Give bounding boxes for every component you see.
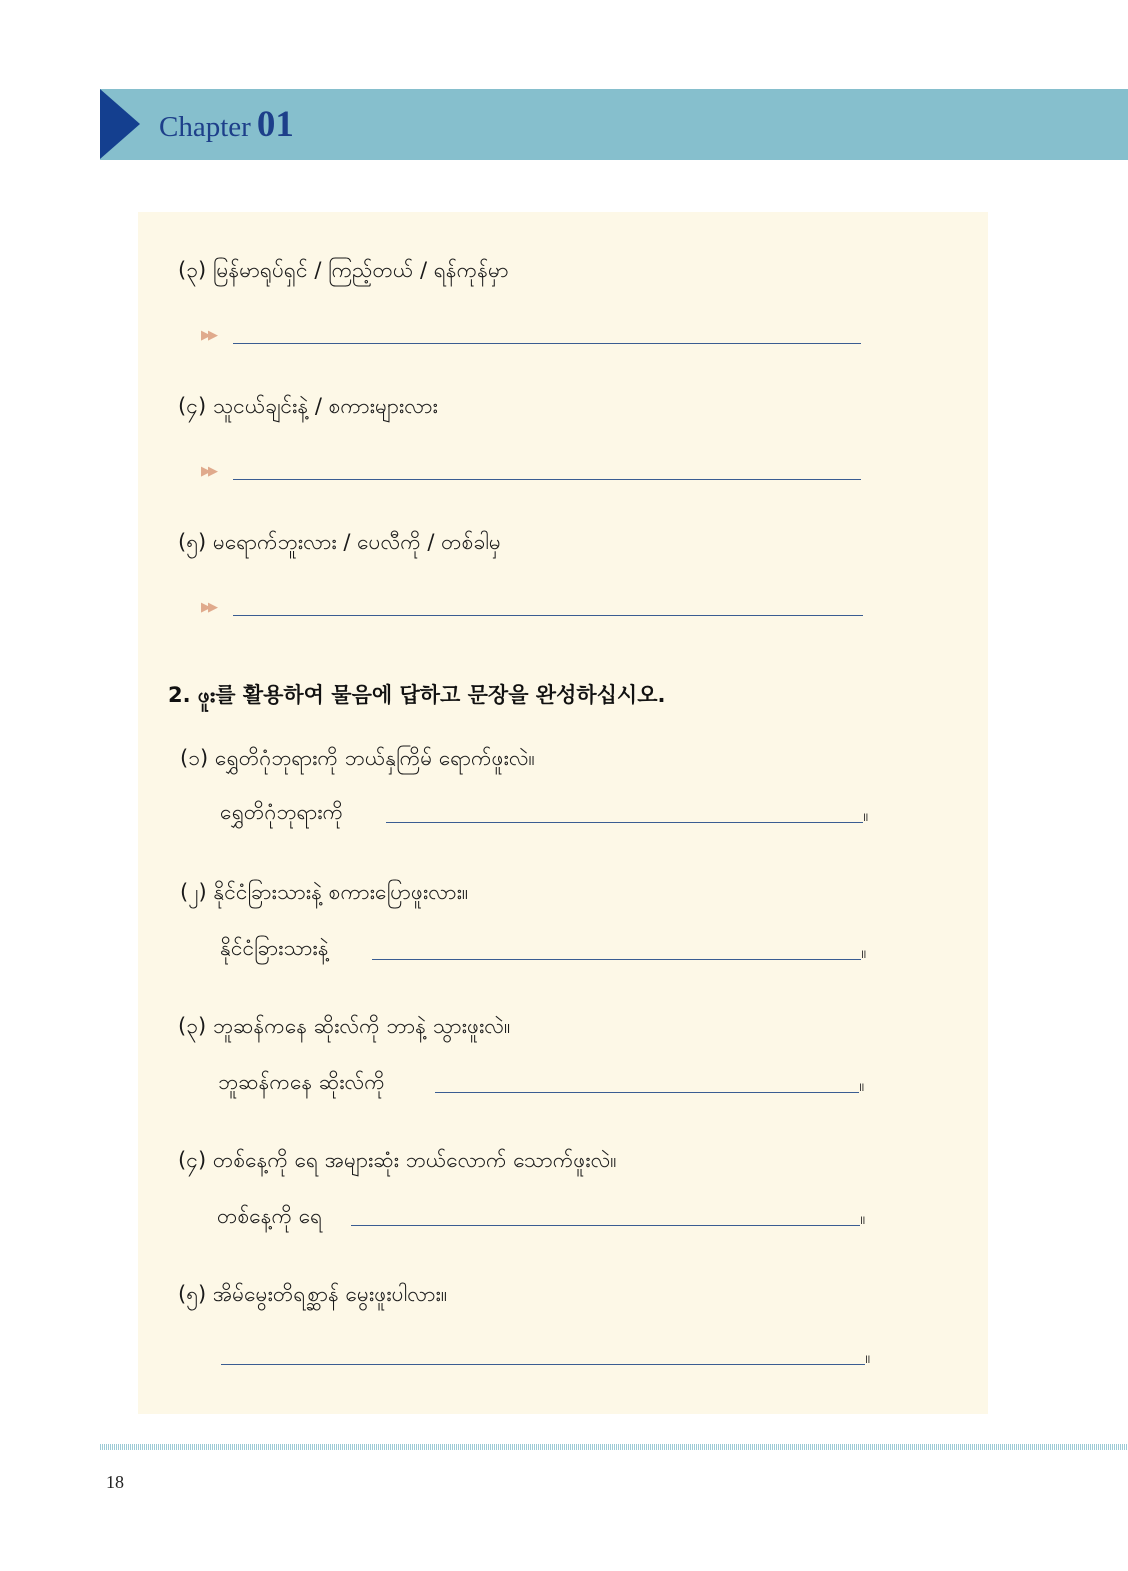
exercise2-item-4-question: (၄) တစ်နေ့ကို ရေ အများဆုံး ဘယ်လောက် သောက်ဖူးလဲ။	[178, 1148, 617, 1172]
end-mark: ။	[863, 806, 869, 826]
exercise2-item-5-question: (၅) အိမ်မွေးတိရစ္ဆာန် မွေးဖူးပါလား။	[178, 1282, 448, 1306]
answer-arrow-icon: ▶▶	[201, 328, 215, 343]
exercise2-item-4-answer-start: တစ်နေ့ကို ရေ	[217, 1204, 323, 1228]
exercise2-item-3-answer-line[interactable]	[435, 1092, 859, 1093]
exercise2-item-2-answer-line[interactable]	[372, 959, 861, 960]
answer-arrow-icon: ▶▶	[201, 600, 215, 615]
exercise1-item-5-prompt: (၅) မရောက်ဘူးလား / ပေလီကို / တစ်ခါမှ	[178, 530, 501, 554]
exercise2-item-5-answer-line[interactable]	[221, 1364, 865, 1365]
exercise2-item-1-answer-start: ရွှေတိဂုံဘုရားကို	[220, 800, 344, 824]
exercise1-item-5-answer-line[interactable]	[233, 615, 863, 616]
exercise1-item-4-answer-line[interactable]	[233, 479, 861, 480]
end-mark: ။	[861, 943, 867, 963]
exercise2-heading: 2. ဖူး를 활용하여 물음에 답하고 문장을 완성하십시오.	[168, 683, 666, 707]
chapter-banner	[100, 89, 1128, 160]
chapter-arrow-icon	[100, 89, 140, 159]
answer-arrow-icon: ▶▶	[201, 464, 215, 479]
exercise2-item-2-answer-start: နိုင်ငံခြားသားနဲ့	[220, 936, 329, 960]
exercise2-item-4-answer-line[interactable]	[351, 1225, 860, 1226]
exercise2-item-3-answer-start: ဘူဆန်ကနေ ဆိုးလ်ကို	[218, 1070, 385, 1094]
end-mark: ။	[859, 1076, 865, 1096]
exercise1-item-3-answer-line[interactable]	[233, 343, 861, 344]
exercise1-item-3-prompt: (၃) မြန်မာရုပ်ရှင် / ကြည့်တယ် / ရန်ကုန်မှာ	[178, 258, 509, 282]
exercise-panel	[138, 212, 988, 1414]
page-number: 18	[106, 1472, 124, 1492]
chapter-title	[159, 103, 294, 146]
exercise2-item-1-question: (၁) ရွှေတိဂုံဘုရားကို ဘယ်နှကြိမ် ရောက်ဖူးလဲ။	[180, 746, 535, 770]
exercise1-item-4-prompt: (၄) သူငယ်ချင်းနဲ့ / စကားများလား	[178, 394, 438, 418]
footer-rule	[100, 1444, 1128, 1450]
chapter-number: 01	[256, 104, 294, 145]
exercise2-item-1-answer-line[interactable]	[386, 822, 863, 823]
end-mark: ။	[860, 1209, 866, 1229]
chapter-word: Chapter	[159, 111, 251, 143]
exercise2-item-3-question: (၃) ဘူဆန်ကနေ ဆိုးလ်ကို ဘာနဲ့ သွားဖူးလဲ။	[178, 1014, 511, 1038]
exercise2-item-2-question: (၂) နိုင်ငံခြားသားနဲ့ စကားပြောဖူးလား။	[180, 880, 469, 904]
end-mark: ။	[865, 1348, 871, 1368]
